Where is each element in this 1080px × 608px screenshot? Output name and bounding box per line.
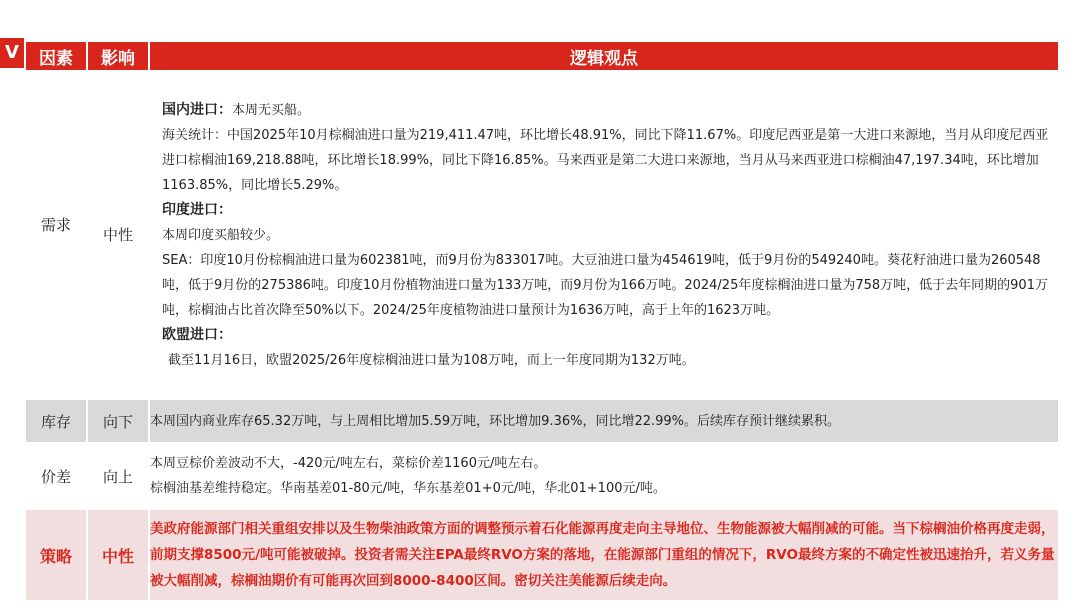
spread-row: [26, 444, 1058, 508]
table-header-row: [26, 42, 1058, 70]
sea-statistics: SEA：印度10月份棕榈油进口量为602381吨，而9月份为833017吨。大豆油进口量为454619吨，低于9月份的549240吨。葵花籽油进口量为260548吨，低于9月份的275386吨。印度10月份植物油进口量为133万吨，而9月份为166万吨。2024/25年度棕榈油进口量为758万吨，低于去年同期的901万吨，棕榈油占比首次降至50%以下。2024/25年度植物油进口量预计为1636万吨，高于上年的1623万吨。: [162, 252, 1048, 318]
header-impact: 影响: [88, 42, 148, 70]
demand-row: [26, 72, 1058, 398]
eu-text: 截至11月16日，欧盟2025/26年度棕榈油进口量为108万吨，而上一年度同期为132万吨。: [168, 352, 695, 368]
india-title: 印度进口：: [162, 201, 232, 218]
inventory-impact: 向下: [88, 400, 148, 442]
demand-factor-label: 需求: [40, 216, 71, 234]
palm-oil-factor-table: [24, 40, 1060, 602]
spread-line-1: 本周豆棕价差波动不大，-420元/吨左右，菜棕价差1160元/吨左右。: [150, 456, 547, 471]
header-factor: 因素: [26, 42, 86, 70]
spread-impact: 向上: [102, 467, 133, 486]
domestic-title: 国内进口：: [162, 101, 232, 118]
spread-line-2: 棕榈油基差维持稳定。华南基差01-80元/吨，华东基差01+0元/吨，华北01+100元/吨。: [150, 481, 666, 496]
header-logic: 逻辑观点: [150, 42, 1058, 70]
demand-factor: [26, 72, 86, 398]
spread-factor: 价差: [40, 467, 71, 486]
customs-statistics: 海关统计：中国2025年10月棕榈油进口量为219,411.47吨，环比增长48.91%，同比下降11.67%。印度尼西亚是第一大进口来源地，当月从印度尼西亚进口棕榈油169,218.88吨，环比增长18.99%，同比下降16.85%。马来西亚是第二大进口来源地，当月从马来西亚进口棕榈油47,197.34吨，环比增加1163.85%，同比增长5.29%。: [162, 127, 1049, 193]
demand-logic: [150, 72, 1058, 398]
inventory-row: [26, 400, 1058, 442]
strategy-row: [26, 510, 1058, 600]
strategy-impact: 中性: [88, 510, 148, 600]
demand-impact: [88, 72, 148, 398]
strategy-factor: 策略: [26, 510, 86, 600]
domestic-text: 本周无买船。: [232, 102, 311, 118]
inventory-factor: 库存: [26, 400, 86, 442]
domestic-import: [162, 98, 1058, 123]
demand-impact-label: 中性: [102, 226, 133, 244]
strategy-logic: 美政府能源部门相关重组安排以及生物柴油政策方面的调整预示着石化能源再度走向主导地位、生物能源被大幅削减的可能。当下棕榈油价格再度走弱，前期支撑8500元/吨可能被破掉。投资者需关注EPA最终RVO方案的落地，在能源部门重组的情况下，RVO最终方案的不确定性被迅速抬升，若义务量被大幅削减，棕榈油期价有可能再次回到8000-8400区间。密切关注美能源后续走向。: [150, 510, 1058, 600]
india-text: 本周印度买船较少。: [162, 227, 280, 243]
eu-title: 欧盟进口：: [162, 326, 232, 343]
spread-logic: [150, 444, 1058, 508]
corner-mark: Ⅴ: [0, 38, 24, 68]
inventory-logic: 本周国内商业库存65.32万吨，与上周相比增加5.59万吨，环比增加9.36%，同比增22.99%。后续库存预计继续累积。: [150, 400, 1058, 442]
